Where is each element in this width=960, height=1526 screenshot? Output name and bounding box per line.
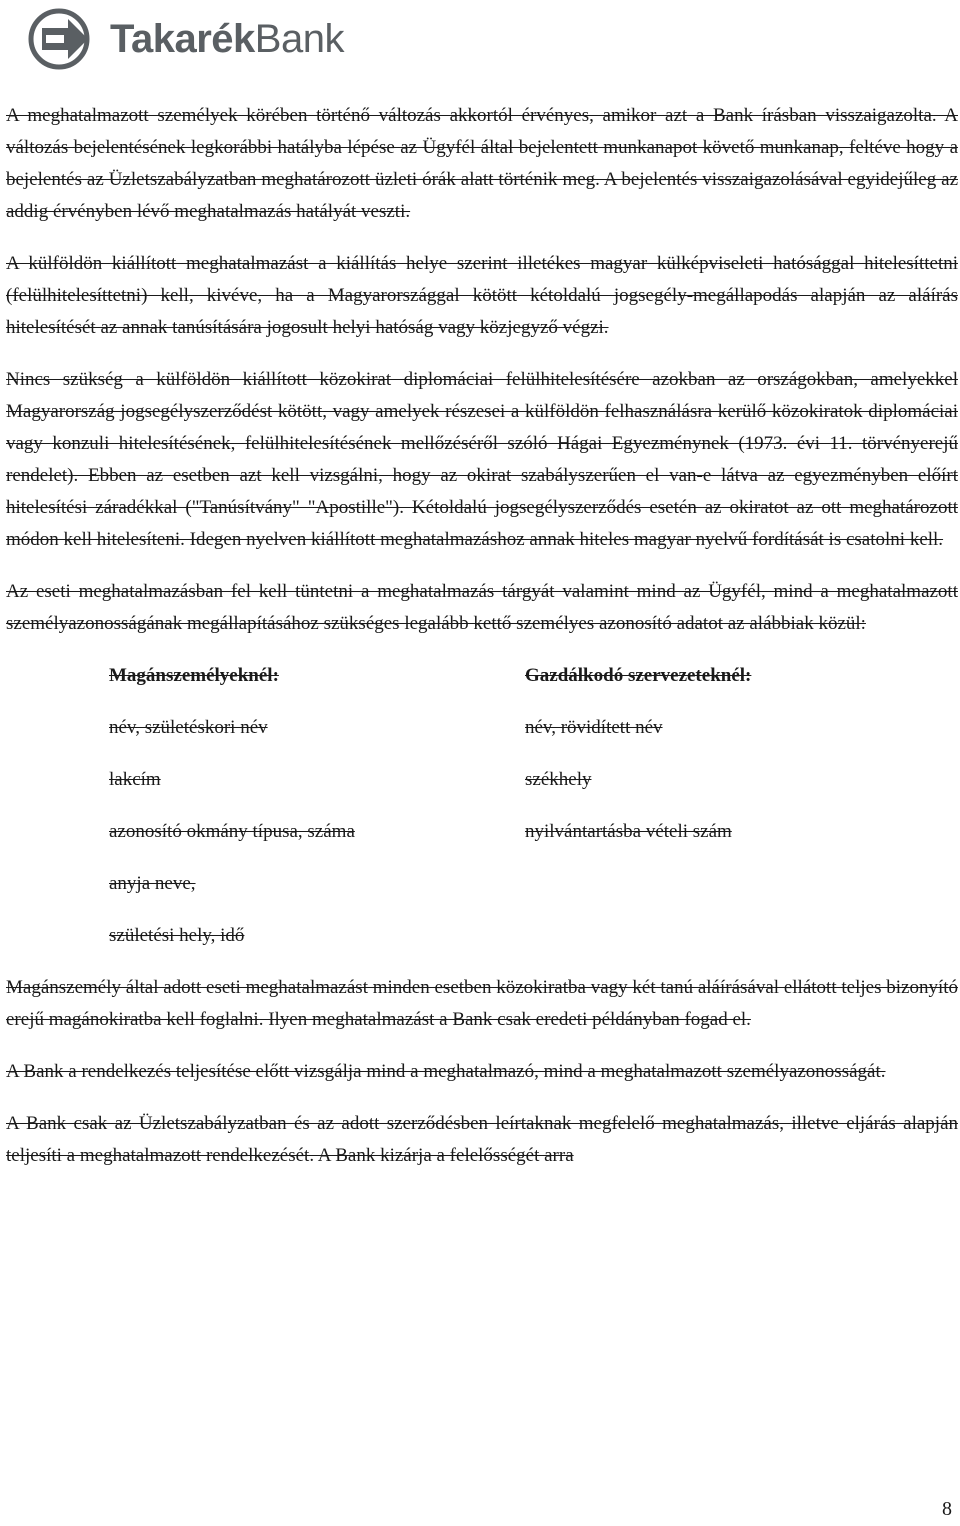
identifier-columns (6, 660, 958, 972)
page-number: 8 (942, 1498, 952, 1520)
column-heading: Gazdálkodó szervezeteknél: (525, 665, 752, 686)
list-item: lakcím (109, 769, 161, 790)
column-heading: Magánszemélyeknél: (109, 665, 279, 686)
paragraph: A meghatalmazott személyek körében történő változás akkortól érvényes, amikor azt a Bank írásban visszaigazolta. A változás bejelentésének legkorábbi hatályba lépése az Ügyfél által bejelentett munkanapot követő munkanap, feltéve hogy a bejelentés az Üzletszabályzatban meghatározott üzleti órák alatt történik meg. A bejelentés visszaigazolásával egyidejűleg az addig érvényben lévő meghatalmazás hatályát veszti. (6, 105, 958, 222)
logo-name-light: Bank (254, 16, 344, 61)
takarekbank-logo (28, 8, 344, 70)
paragraph: Magánszemély által adott eseti meghatalmazást minden esetben közokiratba vagy két tanú aláírásával ellátott teljes bizonyító erejű magánokiratba kell foglalni. Ilyen meghatalmazást a Bank csak eredeti példányban fogad el. (6, 977, 958, 1030)
list-item: név, születéskori név (109, 717, 268, 738)
paragraph: A Bank a rendelkezés teljesítése előtt vizsgálja mind a meghatalmazó, mind a meghatalmazott személyazonosságát. (6, 1061, 886, 1082)
list-item: székhely (525, 769, 592, 790)
paragraph: Az eseti meghatalmazásban fel kell tüntetni a meghatalmazás tárgyát valamint mind az Ügyfél, mind a meghatalmazott személyazonosságának megállapításához szükséges legalább kettő személyes azonosító adatot az alábbiak közül: (6, 581, 958, 634)
logo-mark-icon (28, 8, 98, 70)
list-item: azonosító okmány típusa, száma (109, 821, 355, 842)
logo-wordmark (110, 17, 344, 62)
private-person-column (6, 660, 525, 972)
list-item: anyja neve, (109, 873, 196, 894)
logo-name-bold: Takarék (110, 16, 255, 61)
paragraph: A külföldön kiállított meghatalmazást a kiállítás helye szerint illetékes magyar külképviseleti hatósággal hitelesíttetni (felülhitelesíttetni) kell, kivéve, ha a Magyarországgal kötött kétoldalú jogsegély-megállapodás alapján az aláírás hitelesítését az annak tanúsítására jogosult helyi hatóság vagy közjegyző végzi. (6, 253, 958, 338)
document-body (6, 100, 958, 1192)
list-item: születési hely, idő (109, 925, 245, 946)
list-item: nyilvántartásba vételi szám (525, 821, 732, 842)
business-column (525, 660, 941, 972)
paragraph: A Bank csak az Üzletszabályzatban és az adott szerződésben leírtaknak megfelelő meghatalmazás, illetve eljárás alapján teljesíti a meghatalmazott rendelkezését. A Bank kizárja a felelősségét arra (6, 1113, 958, 1166)
paragraph: Nincs szükség a külföldön kiállított közokirat diplomáciai felülhitelesítésére azokban az országokban, amelyekkel Magyarország jogsegélyszerződést kötött, vagy amelyek részesei a külföldön felhasználásra kerülő közokiratok diplomáciai vagy konzuli hitelesítésének, felülhitelesítésének mellőzéséről szóló Hágai Egyezménynek (1973. évi 11. törvényerejű rendelet). Ebben az esetben azt kell vizsgálni, hogy az okirat szabályszerűen el van-e látva az egyezményben előírt hitelesítési záradékkal ("Tanúsítvány" "Apostille"). Kétoldalú jogsegélyszerződés esetén az okiratot az ott meghatározott módon kell hitelesíteni. Idegen nyelven kiállított meghatalmazáshoz annak hiteles magyar nyelvű fordítását is csatolni kell. (6, 369, 958, 550)
list-item: név, rövidített név (525, 717, 663, 738)
